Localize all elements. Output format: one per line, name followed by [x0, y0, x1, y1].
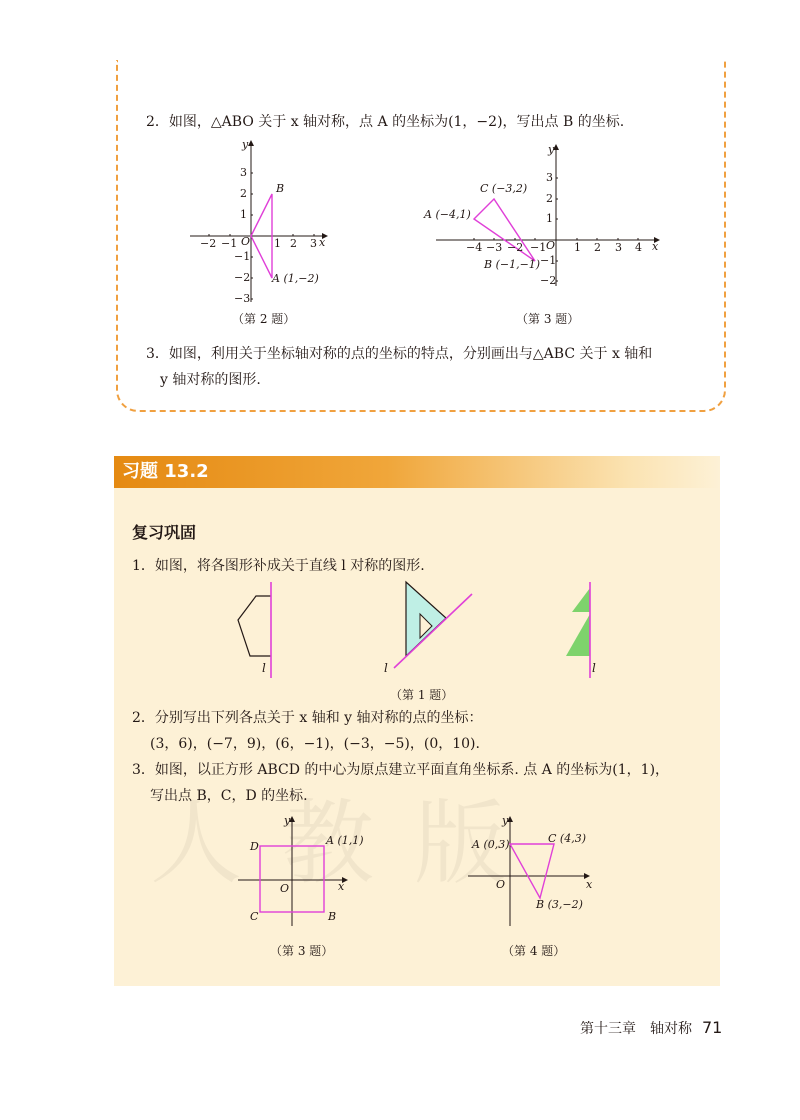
fig-ex4-caption: （第 4 题）: [502, 944, 566, 958]
tick-label: −1: [540, 254, 557, 267]
tick-label: −1: [530, 241, 547, 254]
exercise-q2-text-1: 2．分别写出下列各点关于 x 轴和 y 轴对称的点的坐标：: [132, 710, 483, 726]
page-footer: [580, 1018, 722, 1038]
tick-label: 1: [274, 237, 281, 250]
point-d-label: D: [250, 840, 259, 853]
section-heading: 复习巩固: [132, 523, 197, 542]
x-axis-label: x: [338, 880, 345, 893]
line-l-label: l: [384, 661, 388, 675]
tick-label: −3: [486, 241, 503, 254]
x-axis-label: x: [652, 240, 659, 253]
x-axis-label: x: [319, 236, 326, 249]
practice-q3-text-2: y 轴对称的图形.: [160, 372, 261, 388]
practice-q2-text: 2．如图，△ABO 关于 x 轴对称，点 A 的坐标为(1，−2)，写出点 B 的坐标.: [146, 114, 625, 130]
practice-q3-text-1: 3．如图，利用关于坐标轴对称的点的坐标的特点，分别画出与△ABC 关于 x 轴和: [146, 346, 653, 362]
tick-label: 2: [290, 237, 297, 250]
y-axis-label: y: [548, 143, 555, 156]
tick-label: 2: [240, 187, 247, 200]
tick-label: −3: [234, 292, 251, 305]
point-c-label: C (4,3): [548, 832, 586, 845]
y-axis-label: y: [502, 814, 509, 827]
point-c-label: C (−3,2): [480, 182, 528, 195]
origin-label: O: [546, 239, 556, 252]
tick-label: −2: [200, 237, 217, 250]
point-c-label: C: [250, 910, 259, 923]
tick-label: −1: [234, 250, 251, 263]
fig-q1-caption: （第 1 题）: [390, 688, 454, 702]
point-a-label: A (−4,1): [424, 208, 471, 221]
fig-ex3-square: [236, 812, 386, 928]
triangle-abc: [510, 844, 554, 898]
point-a-label: A (1,−2): [272, 272, 319, 285]
point-a-label: A (0,3): [472, 838, 510, 851]
fig-q1-pentagon: [226, 580, 286, 680]
y-axis-label: y: [242, 138, 249, 151]
point-b-label: B: [276, 182, 285, 195]
tick-label: 4: [635, 241, 642, 254]
page-number: 71: [702, 1018, 723, 1037]
tick-label: 3: [310, 237, 317, 250]
point-b-label: B (−1,−1): [484, 258, 541, 271]
line-l-label: l: [262, 661, 266, 675]
tick-label: 1: [574, 241, 581, 254]
fig-q2-triangle-abo: [186, 136, 336, 306]
line-l-label: l: [592, 661, 596, 675]
origin-label: O: [280, 882, 290, 895]
tick-label: −1: [221, 237, 238, 250]
fig-ex3-caption: （第 3 题）: [270, 944, 334, 958]
tick-label: −2: [507, 241, 524, 254]
tick-label: 1: [240, 208, 247, 221]
tick-label: 2: [594, 241, 601, 254]
fig-q1-tree-shape: [556, 580, 616, 680]
fig-q3-triangle-abc: [422, 140, 664, 290]
origin-label: O: [496, 878, 506, 891]
tick-label: 3: [546, 171, 553, 184]
fig-q3-caption: （第 3 题）: [516, 312, 580, 326]
origin-label: O: [241, 235, 251, 248]
tick-label: 3: [240, 166, 247, 179]
triangle-abc: [474, 199, 535, 261]
tick-label: −4: [466, 241, 483, 254]
x-axis-label: x: [586, 878, 593, 891]
y-axis-label: y: [284, 814, 291, 827]
exercise-title: 习题 13.2: [122, 461, 209, 482]
point-b-label: B (3,−2): [536, 898, 583, 911]
tick-label: −2: [540, 274, 557, 287]
fig-q2-caption: （第 2 题）: [232, 312, 296, 326]
exercise-q1-text: 1．如图，将各图形补成关于直线 l 对称的图形.: [132, 558, 425, 574]
tick-label: 3: [615, 241, 622, 254]
tick-label: −2: [234, 271, 251, 284]
fig-ex4-triangle: [466, 812, 602, 928]
fig-q1-flag-shape: [382, 580, 478, 680]
point-a-label: A (1,1): [326, 834, 364, 847]
exercise-q2-text-2: (3，6)，(−7，9)，(6，−1)，(−3，−5)，(0，10).: [150, 736, 480, 752]
tick-label: 1: [546, 212, 553, 225]
chapter-title: 第十三章 轴对称: [580, 1021, 692, 1037]
point-b-label: B: [328, 910, 337, 923]
exercise-q3-text-2: 写出点 B，C，D 的坐标.: [150, 788, 308, 804]
tick-label: 2: [546, 192, 553, 205]
exercise-q3-text-1: 3．如图，以正方形 ABCD 的中心为原点建立平面直角坐标系. 点 A 的坐标为(1，1)，: [132, 762, 670, 778]
